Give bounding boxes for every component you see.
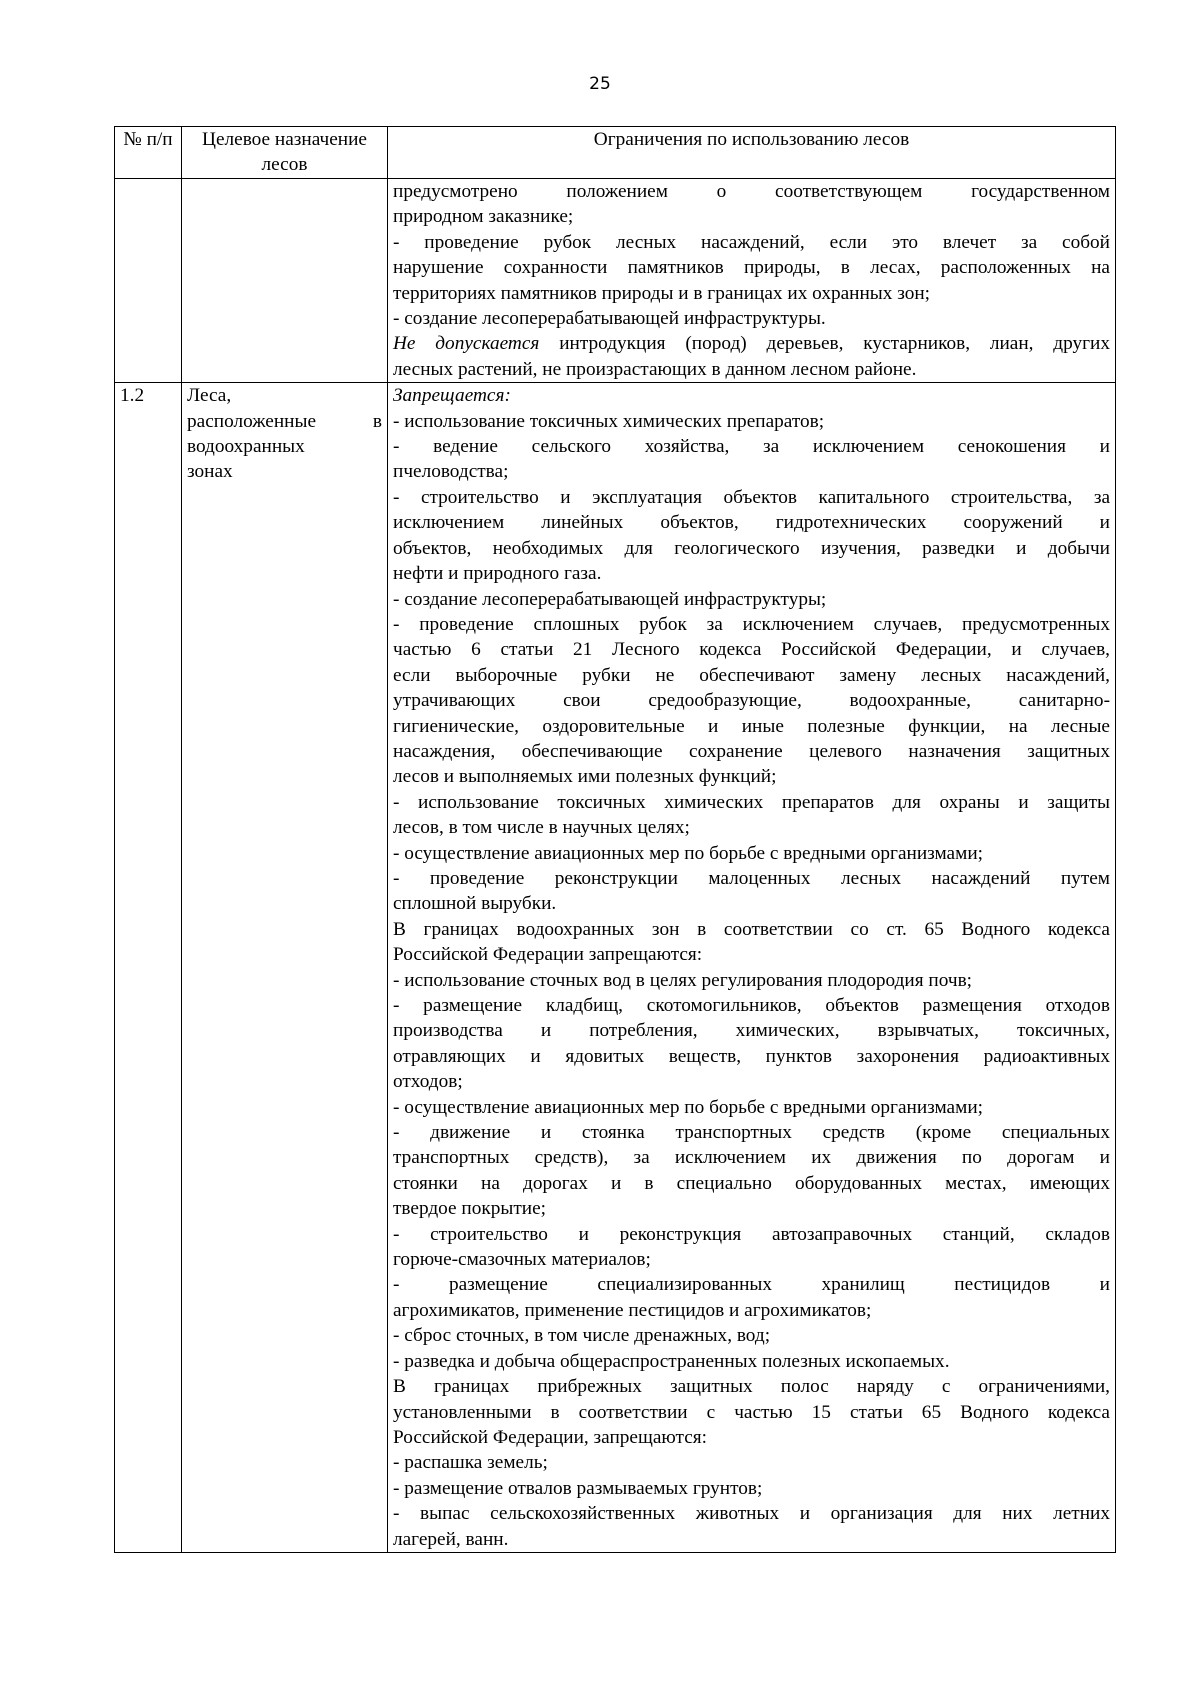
text-line: лесных растений, не произрастающих в данном лесном районе. [393, 358, 917, 380]
text-line: стоянки на дорогах и в специально оборудованных местах, имеющих [393, 1172, 1110, 1194]
text-line: природном заказнике; [393, 206, 574, 228]
text-line: гигиенические, оздоровительные и иные полезные функции, на лесные [393, 715, 1110, 737]
table-row-continued [115, 179, 1116, 383]
note-line [393, 331, 1110, 356]
cell-restrictions [388, 383, 1116, 1553]
text-line: установленными в соответствии с частью 15 статьи 65 Водного кодекса [393, 1401, 1110, 1423]
text-line: - ведение сельского хозяйства, за исключением сенокошения и [393, 436, 1110, 458]
text-line: - создание лесоперерабатывающей инфраструктуры; [393, 588, 827, 610]
text-line: нефти и природного газа. [393, 563, 602, 585]
text-line: лесов и выполняемых ими полезных функций; [393, 766, 777, 788]
cell-num: 1.2 [115, 383, 182, 1553]
text-line: объектов, необходимых для геологического изучения, разведки и добычи [393, 537, 1110, 559]
text-line: лесов, в том числе в научных целях; [393, 817, 690, 839]
text-line: агрохимикатов, применение пестицидов и агрохимикатов; [393, 1299, 872, 1321]
cell-num-empty [115, 179, 182, 383]
text-line: исключением линейных объектов, гидротехнических сооружений и [393, 512, 1110, 534]
forest-restrictions-table [114, 126, 1116, 1553]
purpose-line: расположенные в [187, 410, 382, 432]
text-line: Российской Федерации запрещаются: [393, 944, 703, 966]
text-line: - выпас сельскохозяйственных животных и организация для них летних [393, 1503, 1110, 1525]
text-line: - строительство и реконструкция автозаправочных станций, складов [393, 1223, 1110, 1245]
table-row-1-2 [115, 383, 1116, 1553]
table-header-row [115, 127, 1116, 179]
text-line: - проведение реконструкции малоценных лесных насаждений путем [393, 867, 1110, 889]
text-line: лагерей, ванн. [393, 1528, 509, 1550]
prohibited-label: Запрещается: [393, 385, 511, 407]
header-num: № п/п [115, 127, 182, 179]
text-line: - размещение отвалов размываемых грунтов; [393, 1477, 763, 1499]
text-line: твердое покрытие; [393, 1198, 547, 1220]
note-italic: Не допускается [393, 333, 540, 355]
cell-restrictions-continued [388, 179, 1116, 383]
text-line: - создание лесоперерабатывающей инфраструктуры. [393, 308, 826, 330]
text-line: - распашка земель; [393, 1452, 548, 1474]
text-line: утрачивающих свои средообразующие, водоохранные, санитарно- [393, 690, 1110, 712]
text-line: насаждения, обеспечивающие сохранение целевого назначения защитных [393, 740, 1110, 762]
header-purpose: Целевое назначение лесов [182, 127, 388, 179]
text-line: В границах водоохранных зон в соответствии со ст. 65 Водного кодекса [393, 918, 1110, 940]
page-number: 25 [589, 74, 611, 94]
text-line: - использование токсичных химических препаратов для охраны и защиты [393, 791, 1110, 813]
text-line: горюче-смазочных материалов; [393, 1249, 651, 1271]
purpose-line: Леса, [187, 385, 232, 407]
text-line: - движение и стоянка транспортных средств (кроме специальных [393, 1122, 1110, 1144]
text-line: - осуществление авиационных мер по борьбе с вредными организмами; [393, 842, 983, 864]
text-line: - использование сточных вод в целях регулирования плодородия почв; [393, 969, 973, 991]
text-line: - строительство и эксплуатация объектов капитального строительства, за [393, 486, 1110, 508]
text-line: Российской Федерации, запрещаются: [393, 1426, 707, 1448]
note-text: интродукция (пород) деревьев, кустарников, лиан, других [539, 333, 1111, 355]
text-line: отходов; [393, 1071, 463, 1093]
cell-purpose [182, 383, 388, 1553]
cell-purpose-empty [182, 179, 388, 383]
text-line: - разведка и добыча общераспространенных полезных ископаемых. [393, 1350, 950, 1372]
text-line: - размещение кладбищ, скотомогильников, объектов размещения отходов [393, 995, 1110, 1016]
text-line: частью 6 статьи 21 Лесного кодекса Российской Федерации, и случаев, [393, 639, 1110, 661]
text-line: транспортных средств), за исключением их движения по дорогам и [393, 1147, 1110, 1169]
text-line: - размещение специализированных хранилищ пестицидов и [393, 1274, 1110, 1296]
text-line: нарушение сохранности памятников природы, в лесах, расположенных на [393, 257, 1110, 279]
text-line: В границах прибрежных защитных полос наряду с ограничениями, [393, 1376, 1110, 1398]
text-line: - проведение сплошных рубок за исключением случаев, предусмотренных [393, 613, 1110, 635]
text-line: производства и потребления, химических, взрывчатых, токсичных, [393, 1020, 1110, 1042]
text-line: территориях памятников природы и в границах их охранных зон; [393, 282, 931, 304]
header-restrictions: Ограничения по использованию лесов [388, 127, 1116, 179]
purpose-line: зонах [187, 461, 233, 483]
text-line: - использование токсичных химических препаратов; [393, 410, 825, 432]
text-line: пчеловодства; [393, 461, 509, 483]
text-line: - проведение рубок лесных насаждений, если это влечет за собой [393, 231, 1110, 253]
text-line: предусмотрено положением о соответствующем государственном [393, 181, 1110, 202]
text-line: - осуществление авиационных мер по борьбе с вредными организмами; [393, 1096, 983, 1118]
text-line: - сброс сточных, в том числе дренажных, вод; [393, 1325, 771, 1347]
text-line: отравляющих и ядовитых веществ, пунктов захоронения радиоактивных [393, 1045, 1110, 1067]
text-line: сплошной вырубки. [393, 893, 557, 915]
text-line: если выборочные рубки не обеспечивают замену лесных насаждений, [393, 664, 1110, 686]
purpose-line: водоохранных [187, 436, 305, 458]
